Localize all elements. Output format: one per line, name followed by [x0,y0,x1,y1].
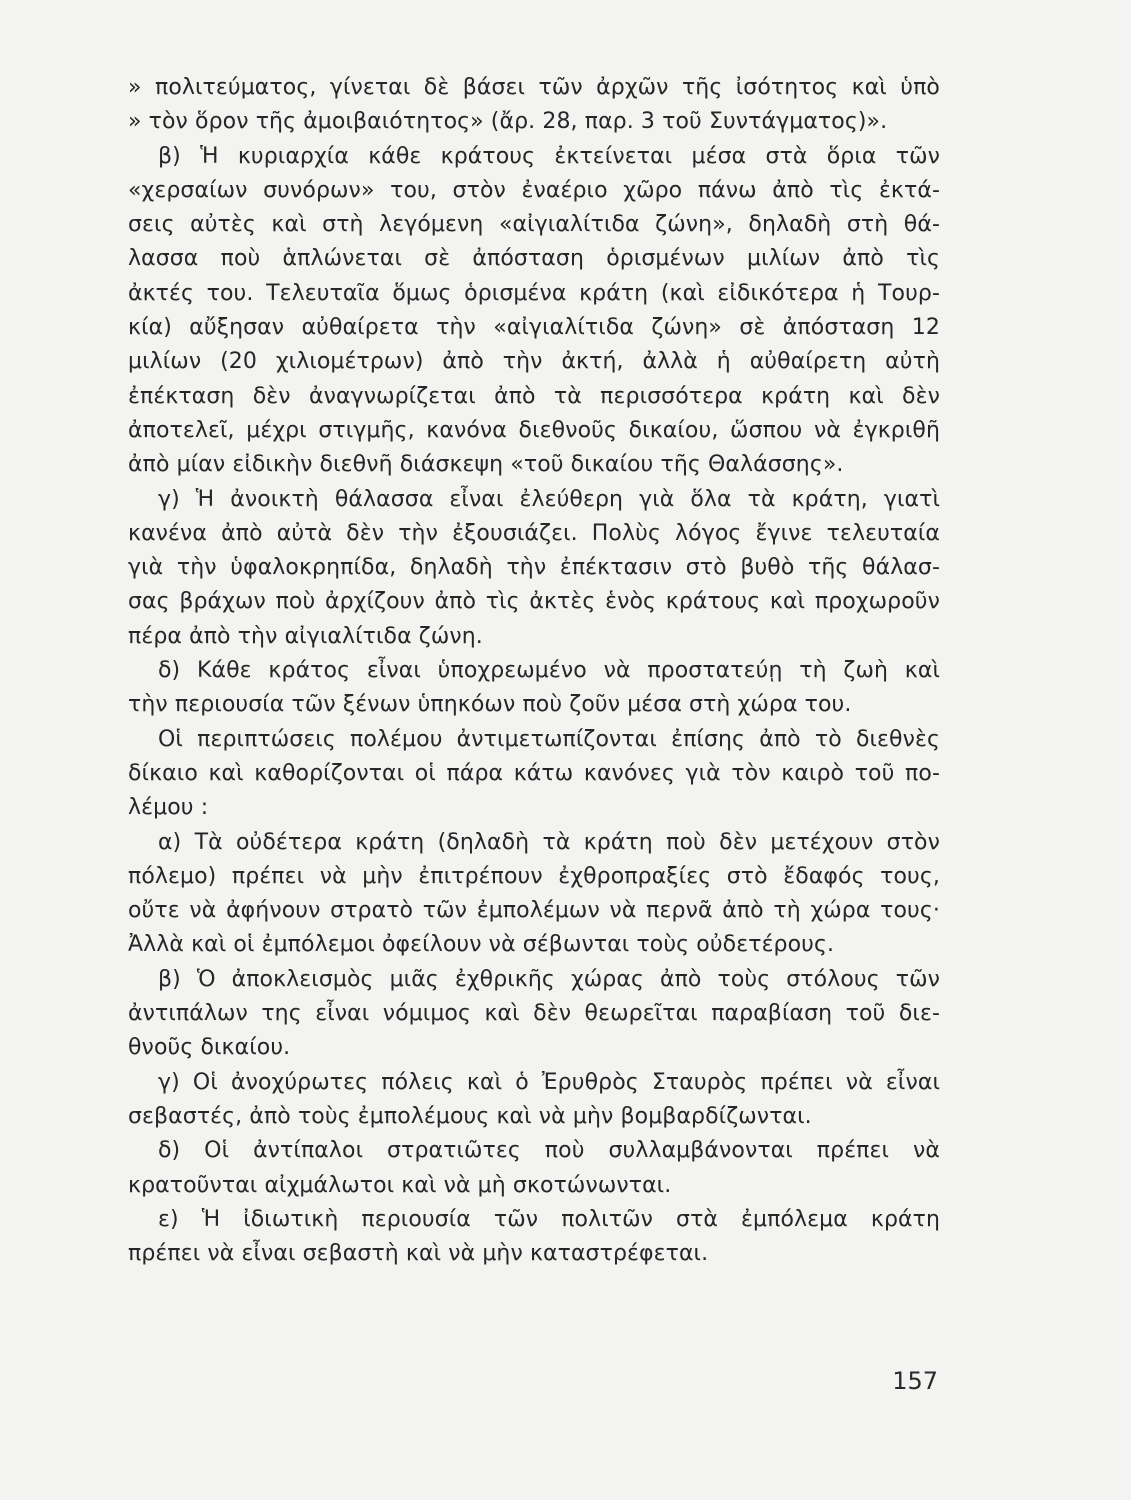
text-line: Οἱ περιπτώσεις πολέμου ἀντιμετωπίζονται ἐπίσης ἀπὸ τὸ διεθνὲς [158,726,940,752]
text-line: α) Τὰ οὐδέτερα κράτη (δηλαδὴ τὰ κράτη ποὺ δὲν μετέχουν στὸν [158,829,940,855]
text-line: γ) Οἱ ἀνοχύρωτες πόλεις καὶ ὁ Ἐρυθρὸς Σταυρὸς πρέπει νὰ εἶναι [158,1069,940,1095]
text-line: λασσα ποὺ ἁπλώνεται σὲ ἀπόσταση ὁρισμένων μιλίων ἀπὸ τὶς [128,246,940,272]
text-line: τὴν περιουσία τῶν ξένων ὑπηκόων ποὺ ζοῦν μέσα στὴ χώρα του. [128,692,852,718]
text-line: ἐπέκταση δὲν ἀναγνωρίζεται ἀπὸ τὰ περισσότερα κράτη καὶ δὲν [128,383,940,409]
text-line: γ) Ἡ ἀνοικτὴ θάλασσα εἶναι ἐλεύθερη γιὰ ὅλα τὰ κράτη, γιατὶ [158,486,940,512]
text-line: πόλεμο) πρέπει νὰ μὴν ἐπιτρέπουν ἐχθροπραξίες στὸ ἔδαφός τους, [128,863,940,889]
text-line: δίκαιο καὶ καθορίζονται οἱ πάρα κάτω κανόνες γιὰ τὸν καιρὸ τοῦ πο- [128,760,940,786]
text-line: ἀντιπάλων της εἶναι νόμιμος καὶ δὲν θεωρεῖται παραβίαση τοῦ διε- [128,1001,940,1027]
text-line: » τὸν ὅρον τῆς ἀμοιβαιότητος» (ἄρ. 28, παρ. 3 τοῦ Συντάγματος)». [128,109,888,135]
text-line: κανένα ἀπὸ αὐτὰ δὲν τὴν ἐξουσιάζει. Πολὺς λόγος ἔγινε τελευταία [128,520,940,546]
text-line: οὔτε νὰ ἀφήνουν στρατὸ τῶν ἐμπολέμων νὰ περνᾶ ἀπὸ τὴ χώρα τους· [128,898,940,924]
text-line: πέρα ἀπὸ τὴν αἰγιαλίτιδα ζώνη. [128,623,483,649]
text-line: σεβαστές, ἀπὸ τοὺς ἐμπολέμους καὶ νὰ μὴν βομβαρδίζωνται. [128,1103,812,1129]
text-line: σεις αὐτὲς καὶ στὴ λεγόμενη «αἰγιαλίτιδα ζώνη», δηλαδὴ στὴ θά- [128,212,940,238]
text-line: δ) Οἱ ἀντίπαλοι στρατιῶτες ποὺ συλλαμβάνονται πρέπει νὰ [158,1138,940,1164]
text-line: δ) Κάθε κράτος εἶναι ὑποχρεωμένο νὰ προστατεύῃ τὴ ζωὴ καὶ [158,658,940,684]
text-line: κία) αὔξησαν αὐθαίρετα τὴν «αἰγιαλίτιδα ζώνη» σὲ ἀπόσταση 12 [128,315,940,341]
text-line: ε) Ἡ ἰδιωτικὴ περιουσία τῶν πολιτῶν στὰ ἐμπόλεμα κράτη [158,1206,940,1232]
text-line: γιὰ τὴν ὑφαλοκρηπίδα, δηλαδὴ τὴν ἐπέκτασιν στὸ βυθὸ τῆς θάλασ- [128,555,940,581]
text-line: ἀκτές του. Τελευταῖα ὅμως ὁρισμένα κράτη (καὶ εἰδικότερα ἡ Τουρ- [128,280,940,306]
text-line: β) Ἡ κυριαρχία κάθε κράτους ἐκτείνεται μέσα στὰ ὅρια τῶν [158,143,940,169]
page-body-text [128,71,940,1271]
text-line: πρέπει νὰ εἶναι σεβαστὴ καὶ νὰ μὴν καταστρέφεται. [128,1241,709,1267]
text-line: β) Ὁ ἀποκλεισμὸς μιᾶς ἐχθρικῆς χώρας ἀπὸ τοὺς στόλους τῶν [158,966,940,992]
text-line: ἀποτελεῖ, μέχρι στιγμῆς, κανόνα διεθνοῦς δικαίου, ὥσπου νὰ ἐγκριθῆ [128,417,940,443]
text-line: κρατοῦνται αἰχμάλωτοι καὶ νὰ μὴ σκοτώνωνται. [128,1172,672,1198]
text-line: μιλίων (20 χιλιομέτρων) ἀπὸ τὴν ἀκτή, ἀλλὰ ἡ αὐθαίρετη αὐτὴ [128,349,940,375]
page-number: 157 [892,1367,938,1395]
text-line: » πολιτεύματος, γίνεται δὲ βάσει τῶν ἀρχῶν τῆς ἰσότητος καὶ ὑπὸ [128,75,940,100]
text-line: θνοῦς δικαίου. [128,1035,291,1061]
text-line: λέμου : [128,795,209,821]
text-line: ἀπὸ μίαν εἰδικὴν διεθνῆ διάσκεψη «τοῦ δικαίου τῆς Θαλάσσης». [128,452,844,478]
text-line: σας βράχων ποὺ ἀρχίζουν ἀπὸ τὶς ἀκτὲς ἑνὸς κράτους καὶ προχωροῦν [128,589,940,615]
text-line: «χερσαίων συνόρων» του, στὸν ἐναέριο χῶρο πάνω ἀπὸ τὶς ἐκτά- [128,177,940,203]
text-line: Ἀλλὰ καὶ οἱ ἐμπόλεμοι ὀφείλουν νὰ σέβωνται τοὺς οὐδετέρους. [128,932,835,958]
